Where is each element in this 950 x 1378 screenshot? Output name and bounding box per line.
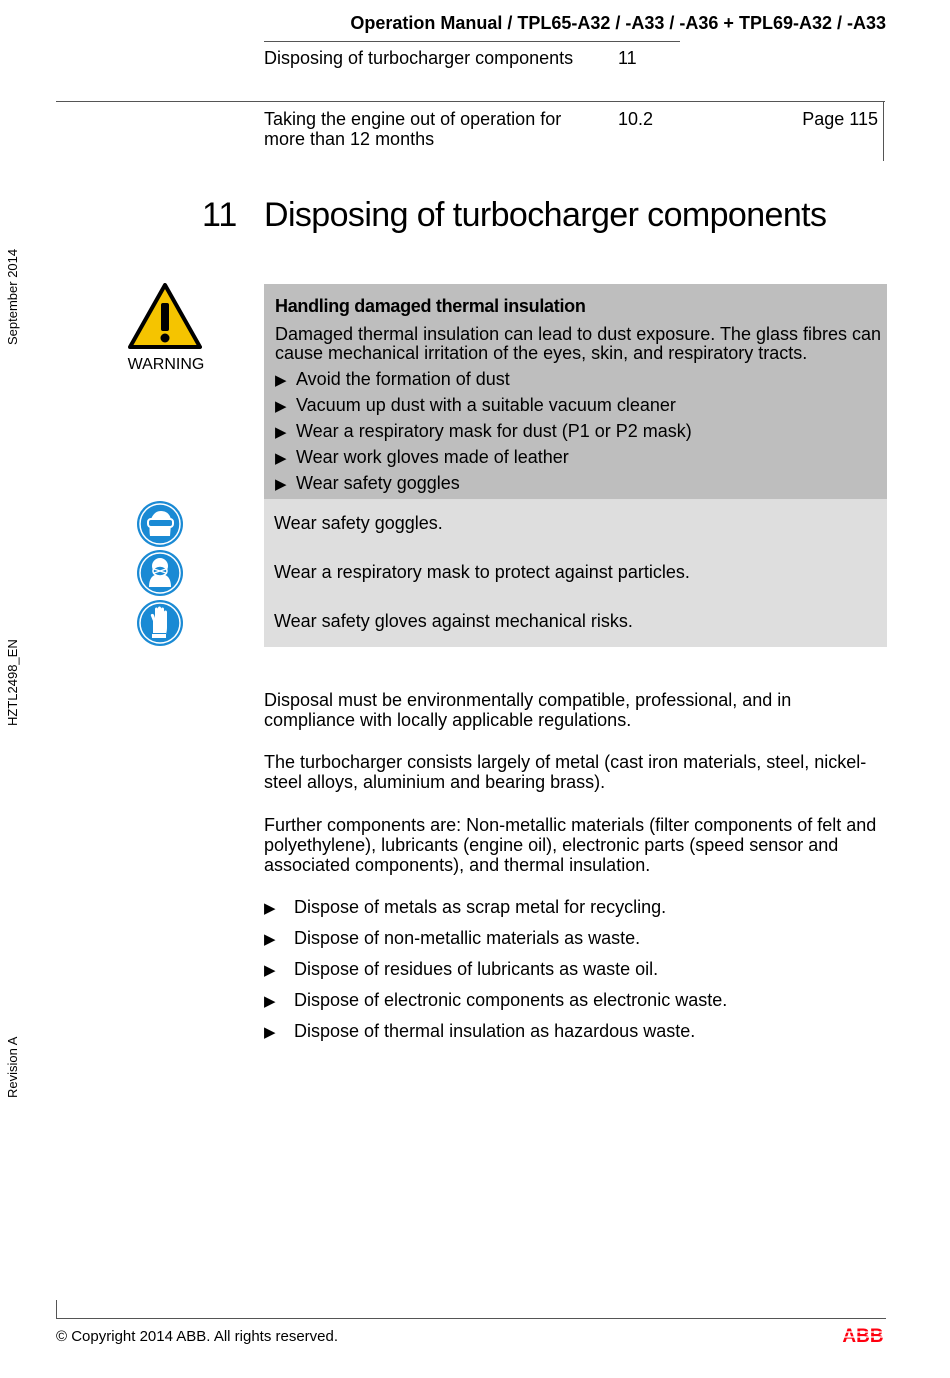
bullet-triangle-icon: ▶ — [275, 476, 287, 493]
footer-vertical-rule — [56, 1300, 57, 1318]
chapter-number: 11 — [202, 196, 238, 234]
warning-list-item: ▶ Wear a respiratory mask for dust (P1 or P2 mask) — [275, 419, 692, 445]
ppe-text-mask: Wear a respiratory mask to protect against particles. — [274, 562, 690, 582]
warning-triangle-icon — [128, 283, 202, 349]
header-vertical-rule — [883, 101, 884, 161]
copyright-notice: © Copyright 2014 ABB. All rights reserved. — [56, 1328, 339, 1345]
bullet-triangle-icon: ▶ — [275, 450, 287, 467]
subsection-name: Taking the engine out of operation for more than 12 months — [264, 109, 562, 149]
safety-gloves-icon — [136, 599, 184, 647]
body-paragraph: Further components are: Non-metallic materials (filter components of felt and polyethylene), lubricants (engine oil), electronic parts (speed sensor and associated components), and thermal insulation. — [264, 815, 877, 875]
section-number: 11 — [618, 48, 637, 68]
disposal-list — [264, 896, 727, 1051]
sidebar-doc-id: HZTL2498_EN — [5, 639, 20, 726]
chapter-title: Disposing of turbocharger components — [264, 196, 827, 234]
warning-list-item: ▶ Avoid the formation of dust — [275, 367, 692, 393]
header-divider — [264, 41, 680, 42]
footer-rule — [56, 1318, 886, 1319]
list-item: ▶ Dispose of non-metallic materials as waste. — [264, 927, 727, 958]
bullet-triangle-icon: ▶ — [264, 962, 276, 979]
warning-list-item: ▶ Wear work gloves made of leather — [275, 445, 692, 471]
header-rule — [56, 101, 885, 102]
bullet-triangle-icon: ▶ — [275, 372, 287, 389]
document-title: Operation Manual / TPL65-A32 / -A33 / -A36 + TPL69-A32 / -A33 — [350, 13, 886, 33]
subsection-number: 10.2 — [618, 109, 654, 129]
bullet-triangle-icon: ▶ — [275, 424, 287, 441]
body-paragraph: The turbocharger consists largely of metal (cast iron materials, steel, nickel-steel alloys, aluminium and bearing brass). — [264, 752, 867, 792]
warning-label: WARNING — [127, 356, 205, 373]
list-item: ▶ Dispose of residues of lubricants as waste oil. — [264, 958, 727, 989]
list-item: ▶ Dispose of electronic components as electronic waste. — [264, 989, 727, 1020]
sidebar-revision: Revision A — [5, 1036, 20, 1098]
bullet-triangle-icon: ▶ — [264, 993, 276, 1010]
safety-goggles-icon — [136, 500, 184, 548]
respiratory-mask-icon — [136, 549, 184, 597]
body-paragraph: Disposal must be environmentally compatible, professional, and in compliance with locally applicable regulations. — [264, 690, 792, 730]
section-name: Disposing of turbocharger components — [264, 48, 574, 68]
sidebar-date: September 2014 — [5, 248, 20, 345]
warning-list-item: ▶ Wear safety goggles — [275, 471, 692, 497]
list-item: ▶ Dispose of metals as scrap metal for recycling. — [264, 896, 727, 927]
warning-list-item: ▶ Vacuum up dust with a suitable vacuum cleaner — [275, 393, 692, 419]
ppe-text-goggles: Wear safety goggles. — [274, 513, 443, 533]
list-item: ▶ Dispose of thermal insulation as hazardous waste. — [264, 1020, 727, 1051]
bullet-triangle-icon: ▶ — [264, 900, 276, 917]
ppe-text-gloves: Wear safety gloves against mechanical risks. — [274, 611, 633, 631]
bullet-triangle-icon: ▶ — [275, 398, 287, 415]
abb-logo — [838, 1326, 888, 1344]
bullet-triangle-icon: ▶ — [264, 931, 276, 948]
warning-text: Damaged thermal insulation can lead to dust exposure. The glass fibres can cause mechanical irritation of the eyes, skin, and respiratory tracts. — [275, 324, 882, 363]
warning-list — [275, 367, 692, 497]
warning-heading: Handling damaged thermal insulation — [275, 296, 586, 316]
svg-text:ABB: ABB — [842, 1326, 884, 1344]
bullet-triangle-icon: ▶ — [264, 1024, 276, 1041]
page-number: Page 115 — [802, 109, 878, 129]
